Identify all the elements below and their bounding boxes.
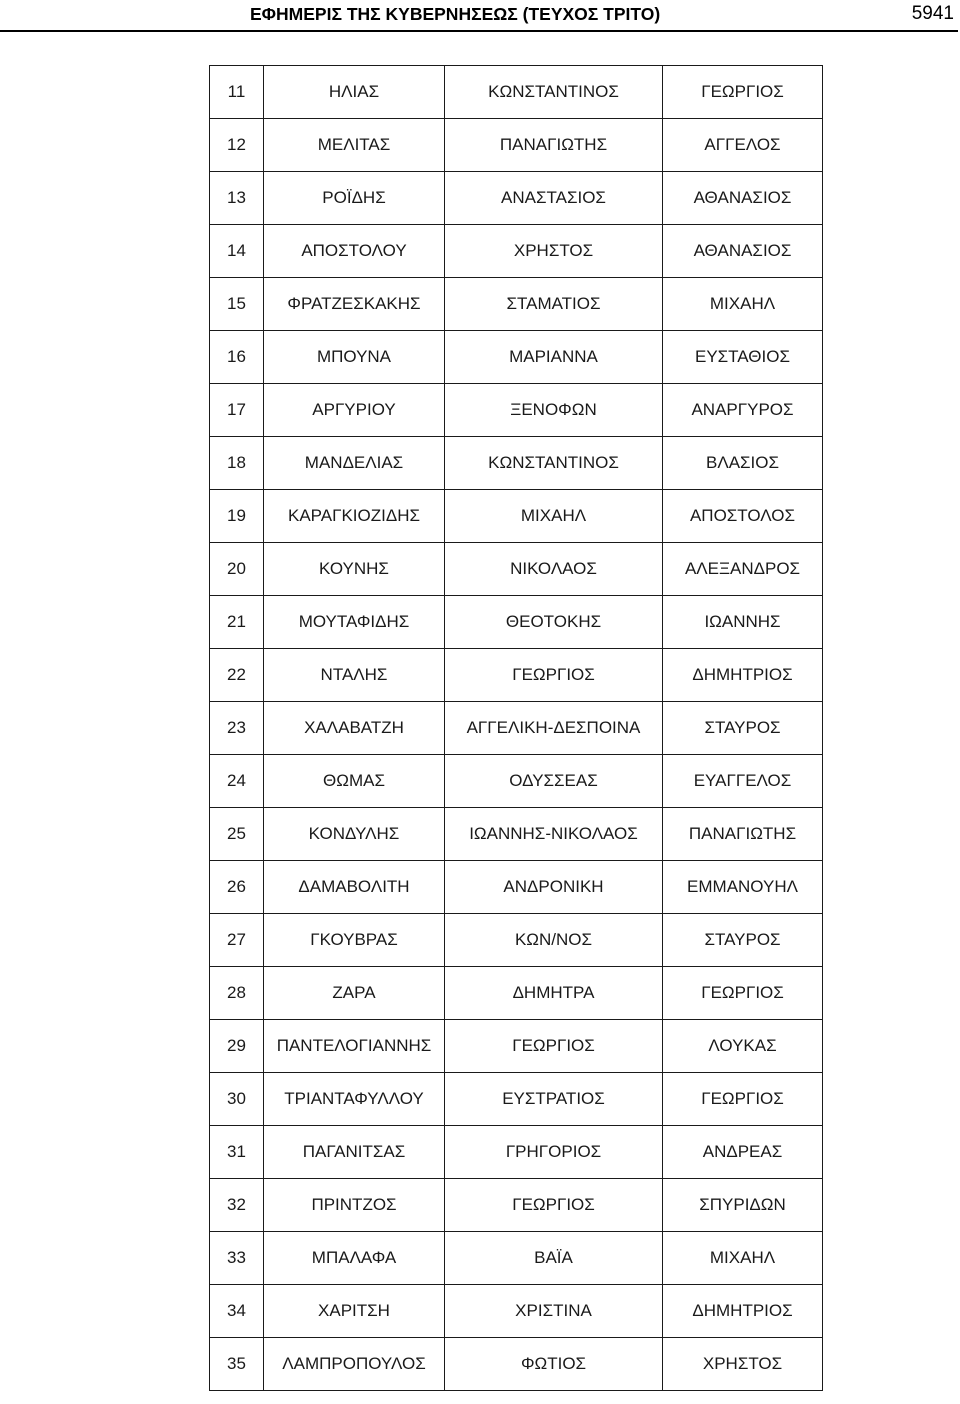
- first-name-cell: ΓΕΩΡΓΙΟΣ: [445, 1020, 663, 1073]
- surname-cell: ΗΛΙΑΣ: [264, 66, 445, 119]
- table-row: [210, 755, 823, 808]
- table-row: [210, 1126, 823, 1179]
- row-number-cell: 34: [210, 1285, 264, 1338]
- first-name-cell: ΓΕΩΡΓΙΟΣ: [445, 1179, 663, 1232]
- father-name-cell: ΕΥΑΓΓΕΛΟΣ: [663, 755, 823, 808]
- surname-cell: ΚΟΥΝΗΣ: [264, 543, 445, 596]
- table-row: [210, 967, 823, 1020]
- table-row: [210, 172, 823, 225]
- first-name-cell: ΓΡΗΓΟΡΙΟΣ: [445, 1126, 663, 1179]
- table-row: [210, 808, 823, 861]
- table-row: [210, 1020, 823, 1073]
- gazette-title: ΕΦΗΜΕΡΙΣ ΤΗΣ ΚΥΒΕΡΝΗΣΕΩΣ (ΤΕΥΧΟΣ ΤΡΙΤΟ): [250, 4, 661, 24]
- row-number-cell: 15: [210, 278, 264, 331]
- father-name-cell: ΧΡΗΣΤΟΣ: [663, 1338, 823, 1391]
- row-number-cell: 19: [210, 490, 264, 543]
- surname-cell: ΠΡΙΝΤΖΟΣ: [264, 1179, 445, 1232]
- father-name-cell: ΜΙΧΑΗΛ: [663, 278, 823, 331]
- names-table-body: [210, 66, 823, 1391]
- row-number-cell: 33: [210, 1232, 264, 1285]
- surname-cell: ΜΑΝΔΕΛΙΑΣ: [264, 437, 445, 490]
- table-row: [210, 1073, 823, 1126]
- surname-cell: ΦΡΑΤΖΕΣΚΑΚΗΣ: [264, 278, 445, 331]
- row-number-cell: 23: [210, 702, 264, 755]
- row-number-cell: 13: [210, 172, 264, 225]
- table-row: [210, 1179, 823, 1232]
- row-number-cell: 18: [210, 437, 264, 490]
- father-name-cell: ΑΓΓΕΛΟΣ: [663, 119, 823, 172]
- first-name-cell: ΑΝΑΣΤΑΣΙΟΣ: [445, 172, 663, 225]
- table-row: [210, 331, 823, 384]
- father-name-cell: ΓΕΩΡΓΙΟΣ: [663, 66, 823, 119]
- table-row: [210, 119, 823, 172]
- table-row: [210, 914, 823, 967]
- father-name-cell: ΑΠΟΣΤΟΛΟΣ: [663, 490, 823, 543]
- first-name-cell: ΘΕΟΤΟΚΗΣ: [445, 596, 663, 649]
- row-number-cell: 26: [210, 861, 264, 914]
- surname-cell: ΜΕΛΙΤΑΣ: [264, 119, 445, 172]
- father-name-cell: ΑΘΑΝΑΣΙΟΣ: [663, 225, 823, 278]
- row-number-cell: 16: [210, 331, 264, 384]
- row-number-cell: 17: [210, 384, 264, 437]
- row-number-cell: 29: [210, 1020, 264, 1073]
- table-row: [210, 543, 823, 596]
- surname-cell: ΑΡΓΥΡΙΟΥ: [264, 384, 445, 437]
- row-number-cell: 30: [210, 1073, 264, 1126]
- table-row: [210, 596, 823, 649]
- father-name-cell: ΠΑΝΑΓΙΩΤΗΣ: [663, 808, 823, 861]
- first-name-cell: ΝΙΚΟΛΑΟΣ: [445, 543, 663, 596]
- father-name-cell: ΕΜΜΑΝΟΥΗΛ: [663, 861, 823, 914]
- first-name-cell: ΜΑΡΙΑΝΝΑ: [445, 331, 663, 384]
- surname-cell: ΛΑΜΠΡΟΠΟΥΛΟΣ: [264, 1338, 445, 1391]
- surname-cell: ΜΟΥΤΑΦΙΔΗΣ: [264, 596, 445, 649]
- father-name-cell: ΜΙΧΑΗΛ: [663, 1232, 823, 1285]
- row-number-cell: 11: [210, 66, 264, 119]
- first-name-cell: ΑΓΓΕΛΙΚΗ-ΔΕΣΠΟΙΝΑ: [445, 702, 663, 755]
- table-row: [210, 1338, 823, 1391]
- first-name-cell: ΞΕΝΟΦΩΝ: [445, 384, 663, 437]
- surname-cell: ΝΤΑΛΗΣ: [264, 649, 445, 702]
- first-name-cell: ΙΩΑΝΝΗΣ-ΝΙΚΟΛΑΟΣ: [445, 808, 663, 861]
- row-number-cell: 27: [210, 914, 264, 967]
- row-number-cell: 14: [210, 225, 264, 278]
- surname-cell: ΚΟΝΔΥΛΗΣ: [264, 808, 445, 861]
- father-name-cell: ΑΝΑΡΓΥΡΟΣ: [663, 384, 823, 437]
- surname-cell: ΧΑΡΙΤΣΗ: [264, 1285, 445, 1338]
- row-number-cell: 28: [210, 967, 264, 1020]
- first-name-cell: ΚΩΝΣΤΑΝΤΙΝΟΣ: [445, 66, 663, 119]
- surname-cell: ΠΑΓΑΝΙΤΣΑΣ: [264, 1126, 445, 1179]
- table-row: [210, 225, 823, 278]
- surname-cell: ΜΠΑΛΑΦΑ: [264, 1232, 445, 1285]
- first-name-cell: ΒΑΪΑ: [445, 1232, 663, 1285]
- father-name-cell: ΣΤΑΥΡΟΣ: [663, 914, 823, 967]
- surname-cell: ΘΩΜΑΣ: [264, 755, 445, 808]
- surname-cell: ΓΚΟΥΒΡΑΣ: [264, 914, 445, 967]
- first-name-cell: ΟΔΥΣΣΕΑΣ: [445, 755, 663, 808]
- row-number-cell: 21: [210, 596, 264, 649]
- father-name-cell: ΕΥΣΤΑΘΙΟΣ: [663, 331, 823, 384]
- page-number: 5941: [911, 3, 954, 24]
- row-number-cell: 35: [210, 1338, 264, 1391]
- first-name-cell: ΑΝΔΡΟΝΙΚΗ: [445, 861, 663, 914]
- page-header: [0, 0, 958, 32]
- first-name-cell: ΠΑΝΑΓΙΩΤΗΣ: [445, 119, 663, 172]
- surname-cell: ΖΑΡΑ: [264, 967, 445, 1020]
- father-name-cell: ΓΕΩΡΓΙΟΣ: [663, 1073, 823, 1126]
- first-name-cell: ΣΤΑΜΑΤΙΟΣ: [445, 278, 663, 331]
- table-row: [210, 1232, 823, 1285]
- surname-cell: ΤΡΙΑΝΤΑΦΥΛΛΟΥ: [264, 1073, 445, 1126]
- row-number-cell: 32: [210, 1179, 264, 1232]
- surname-cell: ΜΠΟΥΝΑ: [264, 331, 445, 384]
- surname-cell: ΑΠΟΣΤΟΛΟΥ: [264, 225, 445, 278]
- father-name-cell: ΔΗΜΗΤΡΙΟΣ: [663, 649, 823, 702]
- table-row: [210, 437, 823, 490]
- first-name-cell: ΔΗΜΗΤΡΑ: [445, 967, 663, 1020]
- row-number-cell: 31: [210, 1126, 264, 1179]
- first-name-cell: ΓΕΩΡΓΙΟΣ: [445, 649, 663, 702]
- surname-cell: ΧΑΛΑΒΑΤΖΗ: [264, 702, 445, 755]
- surname-cell: ΡΟΪΔΗΣ: [264, 172, 445, 225]
- table-row: [210, 490, 823, 543]
- row-number-cell: 22: [210, 649, 264, 702]
- father-name-cell: ΔΗΜΗΤΡΙΟΣ: [663, 1285, 823, 1338]
- first-name-cell: ΧΡΗΣΤΟΣ: [445, 225, 663, 278]
- father-name-cell: ΣΤΑΥΡΟΣ: [663, 702, 823, 755]
- father-name-cell: ΑΘΑΝΑΣΙΟΣ: [663, 172, 823, 225]
- first-name-cell: ΚΩΝΣΤΑΝΤΙΝΟΣ: [445, 437, 663, 490]
- names-table: [209, 65, 823, 1391]
- father-name-cell: ΑΛΕΞΑΝΔΡΟΣ: [663, 543, 823, 596]
- father-name-cell: ΙΩΑΝΝΗΣ: [663, 596, 823, 649]
- father-name-cell: ΣΠΥΡΙΔΩΝ: [663, 1179, 823, 1232]
- first-name-cell: ΜΙΧΑΗΛ: [445, 490, 663, 543]
- row-number-cell: 25: [210, 808, 264, 861]
- table-row: [210, 278, 823, 331]
- row-number-cell: 24: [210, 755, 264, 808]
- first-name-cell: ΚΩΝ/ΝΟΣ: [445, 914, 663, 967]
- surname-cell: ΔΑΜΑΒΟΛΙΤΗ: [264, 861, 445, 914]
- table-row: [210, 1285, 823, 1338]
- father-name-cell: ΑΝΔΡΕΑΣ: [663, 1126, 823, 1179]
- first-name-cell: ΦΩΤΙΟΣ: [445, 1338, 663, 1391]
- row-number-cell: 12: [210, 119, 264, 172]
- father-name-cell: ΛΟΥΚΑΣ: [663, 1020, 823, 1073]
- father-name-cell: ΒΛΑΣΙΟΣ: [663, 437, 823, 490]
- first-name-cell: ΕΥΣΤΡΑΤΙΟΣ: [445, 1073, 663, 1126]
- table-row: [210, 649, 823, 702]
- first-name-cell: ΧΡΙΣΤΙΝΑ: [445, 1285, 663, 1338]
- surname-cell: ΠΑΝΤΕΛΟΓΙΑΝΝΗΣ: [264, 1020, 445, 1073]
- father-name-cell: ΓΕΩΡΓΙΟΣ: [663, 967, 823, 1020]
- table-row: [210, 702, 823, 755]
- row-number-cell: 20: [210, 543, 264, 596]
- table-row: [210, 66, 823, 119]
- table-row: [210, 384, 823, 437]
- surname-cell: ΚΑΡΑΓΚΙΟΖΙΔΗΣ: [264, 490, 445, 543]
- table-row: [210, 861, 823, 914]
